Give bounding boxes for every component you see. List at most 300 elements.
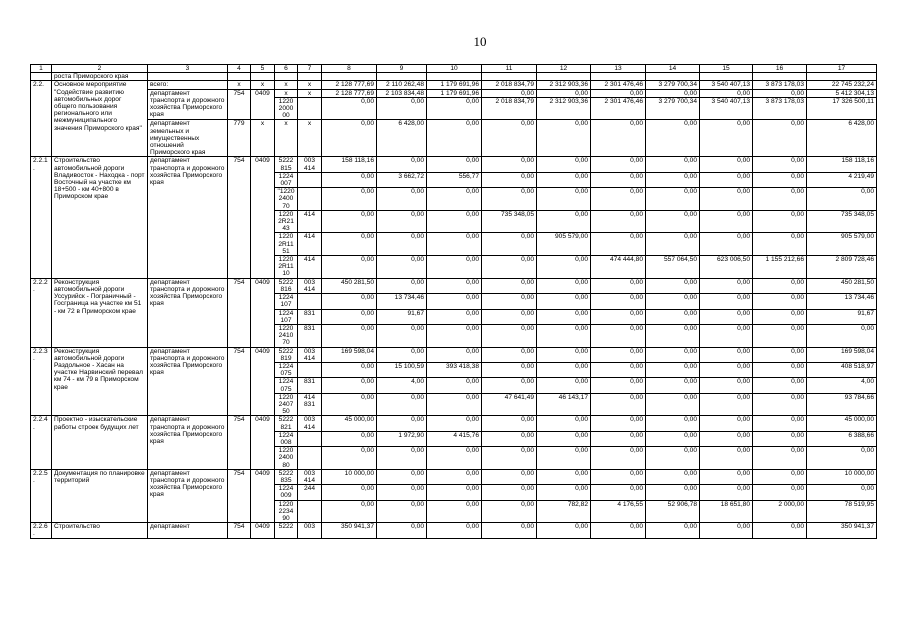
year-amount-cell: 0,00 [591, 469, 646, 484]
section-code-cell: x [251, 120, 275, 157]
year-amount-cell: 0,00 [591, 278, 646, 293]
year-amount-cell: 0,00 [537, 89, 591, 97]
year-amount-cell: 0,00 [482, 378, 537, 393]
year-amount-cell: 1 972,90 [377, 431, 427, 446]
year-amount-cell: 0,00 [377, 393, 427, 416]
year-amount-cell: 0,00 [700, 120, 753, 157]
year-amount-cell: 0,00 [753, 469, 807, 484]
year-amount-cell: 0,00 [482, 294, 537, 309]
expense-type-cell: 831 [298, 378, 322, 393]
target-article-cell: 1224 075 [275, 378, 298, 393]
year-amount-cell: 2 312 903,36 [537, 97, 591, 120]
year-amount-cell: 0,00 [537, 416, 591, 431]
total-amount-cell: 6 428,00 [807, 120, 877, 157]
target-article-cell: 1220 2234 90 [275, 500, 298, 523]
empty-cell [298, 73, 322, 81]
grbs-code-cell: 754 [228, 157, 251, 278]
grbs-code-cell: 754 [228, 416, 251, 469]
measure-name-cell: Проектно - изыскательские работы строек будущих лет [52, 416, 148, 469]
year-amount-cell: 393 418,38 [427, 362, 482, 377]
column-number-header: 3 [148, 65, 228, 73]
year-amount-cell: 0,00 [753, 172, 807, 187]
year-amount-cell: 0,00 [591, 157, 646, 172]
section-code-cell: 0409 [251, 523, 275, 538]
empty-cell [591, 73, 646, 81]
expense-type-cell: 831 [298, 324, 322, 347]
year-amount-cell: 0,00 [753, 393, 807, 416]
year-amount-cell: 0,00 [322, 309, 377, 324]
year-amount-cell: 0,00 [700, 485, 753, 500]
year-amount-cell: 0,00 [427, 485, 482, 500]
expense-type-cell: 244 [298, 485, 322, 500]
year-amount-cell: 0,00 [700, 309, 753, 324]
year-amount-cell: 3 873 178,03 [753, 97, 807, 120]
expense-type-cell [298, 431, 322, 446]
year-amount-cell: 0,00 [646, 188, 700, 211]
target-article-cell: 1224 008 [275, 431, 298, 446]
year-amount-cell: 2 103 834,48 [377, 89, 427, 97]
year-amount-cell: 0,00 [700, 324, 753, 347]
section-code-cell: 0409 [251, 469, 275, 522]
year-amount-cell: 0,00 [700, 431, 753, 446]
target-article-cell: 1224 107 [275, 294, 298, 309]
column-number-header: 13 [591, 65, 646, 73]
target-article-cell: 1220 2410 70 [275, 324, 298, 347]
year-amount-cell: 13 734,46 [377, 294, 427, 309]
total-amount-cell: 408 518,97 [807, 362, 877, 377]
year-amount-cell: 0,00 [482, 120, 537, 157]
year-amount-cell: 0,00 [322, 188, 377, 211]
year-amount-cell: 1 179 691,96 [427, 89, 482, 97]
total-amount-cell: 6 388,66 [807, 431, 877, 446]
expense-type-cell: 003 414 [298, 469, 322, 484]
year-amount-cell: 0,00 [322, 378, 377, 393]
year-amount-cell: 0,00 [537, 294, 591, 309]
year-amount-cell: 0,00 [482, 256, 537, 279]
total-amount-cell: 0,00 [807, 188, 877, 211]
year-amount-cell: 0,00 [646, 378, 700, 393]
year-amount-cell: 0,00 [377, 97, 427, 120]
year-amount-cell: 0,00 [700, 416, 753, 431]
year-amount-cell: 0,00 [700, 210, 753, 233]
year-amount-cell: 0,00 [537, 309, 591, 324]
year-amount-cell: 2 301 476,46 [591, 97, 646, 120]
expense-type-cell: 831 [298, 309, 322, 324]
year-amount-cell: 0,00 [427, 233, 482, 256]
target-article-cell: 1220 2R11 51 [275, 233, 298, 256]
year-amount-cell: 0,00 [646, 416, 700, 431]
year-amount-cell: 0,00 [646, 362, 700, 377]
year-amount-cell: 0,00 [537, 523, 591, 538]
target-article-cell: x [275, 120, 298, 157]
year-amount-cell: 2 018 834,79 [482, 81, 537, 89]
executor-cell: департамент земельных и имущественных отношений Приморского края [148, 120, 228, 157]
year-amount-cell: 3 279 700,34 [646, 81, 700, 89]
year-amount-cell: 0,00 [646, 447, 700, 470]
expense-type-cell [298, 294, 322, 309]
target-article-cell: 1220 2407 50 [275, 393, 298, 416]
page-number: 10 [473, 34, 487, 49]
year-amount-cell: 0,00 [427, 523, 482, 538]
year-amount-cell: 350 941,37 [322, 523, 377, 538]
empty-cell [537, 73, 591, 81]
total-amount-cell: 905 579,00 [807, 233, 877, 256]
year-amount-cell: 2 128 777,69 [322, 81, 377, 89]
empty-cell [148, 73, 228, 81]
year-amount-cell: 1 155 212,66 [753, 256, 807, 279]
year-amount-cell: 0,00 [482, 362, 537, 377]
year-amount-cell: 0,00 [322, 447, 377, 470]
year-amount-cell: 0,00 [377, 485, 427, 500]
year-amount-cell: 0,00 [377, 347, 427, 362]
year-amount-cell: 0,00 [646, 120, 700, 157]
year-amount-cell: 46 143,17 [537, 393, 591, 416]
column-number-header: 12 [537, 65, 591, 73]
target-article-cell: 5222 816 [275, 278, 298, 293]
year-amount-cell: 0,00 [537, 485, 591, 500]
year-amount-cell: 0,00 [700, 362, 753, 377]
year-amount-cell: 3 279 700,34 [646, 97, 700, 120]
expense-type-cell [298, 500, 322, 523]
total-amount-cell: 0,00 [807, 485, 877, 500]
year-amount-cell: 0,00 [753, 523, 807, 538]
year-amount-cell: 0,00 [377, 233, 427, 256]
target-article-cell: 5222 821 [275, 416, 298, 431]
measure-name-cell: Документация по планировке территорий [52, 469, 148, 522]
year-amount-cell: 0,00 [753, 378, 807, 393]
grbs-code-cell: 754 [228, 89, 251, 120]
year-amount-cell: 0,00 [646, 393, 700, 416]
executor-cell: департамент транспорта и дорожного хозяйства Приморского края [148, 469, 228, 522]
target-article-cell: 1220 2R11 10 [275, 256, 298, 279]
year-amount-cell: 0,00 [646, 294, 700, 309]
year-amount-cell: 47 641,49 [482, 393, 537, 416]
expense-type-cell: x [298, 120, 322, 157]
expense-type-cell [298, 447, 322, 470]
row-number-cell: 2.2.3. [31, 347, 52, 416]
year-amount-cell: 0,00 [427, 97, 482, 120]
section-code-cell: 0409 [251, 89, 275, 120]
table-row [31, 81, 877, 89]
total-amount-cell: 450 281,50 [807, 278, 877, 293]
year-amount-cell: 0,00 [377, 416, 427, 431]
total-amount-cell: 350 941,37 [807, 523, 877, 538]
year-amount-cell: 557 064,50 [646, 256, 700, 279]
year-amount-cell: 0,00 [482, 172, 537, 187]
measure-name-cell: Основное мероприятие "Содействие развитию автомобильных дорог общего пользования регионального или межмуниципального значения Приморского края" [52, 81, 148, 157]
year-amount-cell: 3 662,72 [377, 172, 427, 187]
year-amount-cell: 0,00 [537, 469, 591, 484]
year-amount-cell: 0,00 [646, 523, 700, 538]
year-amount-cell: 0,00 [537, 188, 591, 211]
year-amount-cell: 0,00 [700, 378, 753, 393]
year-amount-cell: 0,00 [482, 347, 537, 362]
budget-table [30, 64, 877, 539]
empty-cell [753, 73, 807, 81]
year-amount-cell: 0,00 [322, 256, 377, 279]
year-amount-cell: 0,00 [482, 500, 537, 523]
executor-cell: департамент транспорта и дорожного хозяйства Приморского края [148, 157, 228, 278]
empty-cell [275, 73, 298, 81]
year-amount-cell: 0,00 [322, 431, 377, 446]
measure-name-cell: Строительство [52, 523, 148, 538]
year-amount-cell: 0,00 [377, 447, 427, 470]
total-amount-cell: 91,67 [807, 309, 877, 324]
year-amount-cell: 0,00 [537, 256, 591, 279]
total-amount-cell: 45 000,00 [807, 416, 877, 431]
year-amount-cell: 0,00 [427, 157, 482, 172]
year-amount-cell: 0,00 [700, 172, 753, 187]
year-amount-cell: 0,00 [427, 447, 482, 470]
year-amount-cell: 735 348,05 [482, 210, 537, 233]
year-amount-cell: 623 006,50 [700, 256, 753, 279]
table-row [31, 73, 877, 81]
grbs-code-cell: 754 [228, 523, 251, 538]
year-amount-cell: 0,00 [482, 233, 537, 256]
year-amount-cell: 0,00 [537, 447, 591, 470]
row-number-cell [31, 73, 52, 81]
table-row [31, 416, 877, 431]
total-amount-cell: 17 326 500,11 [807, 97, 877, 120]
year-amount-cell: 0,00 [377, 469, 427, 484]
year-amount-cell: 0,00 [591, 172, 646, 187]
year-amount-cell: 3 540 407,13 [700, 97, 753, 120]
year-amount-cell: 15 100,59 [377, 362, 427, 377]
year-amount-cell: 0,00 [591, 89, 646, 97]
year-amount-cell: 4 415,76 [427, 431, 482, 446]
year-amount-cell: 0,00 [322, 120, 377, 157]
column-number-header: 17 [807, 65, 877, 73]
year-amount-cell: 0,00 [322, 294, 377, 309]
year-amount-cell: 0,00 [322, 485, 377, 500]
total-amount-cell: 4,00 [807, 378, 877, 393]
target-article-cell: 5222 819 [275, 347, 298, 362]
year-amount-cell: 1 179 691,96 [427, 81, 482, 89]
row-number-cell: 2.2.1. [31, 157, 52, 278]
year-amount-cell: 0,00 [427, 294, 482, 309]
expense-type-cell: x [298, 89, 322, 97]
year-amount-cell: 0,00 [482, 324, 537, 347]
year-amount-cell: 0,00 [482, 469, 537, 484]
year-amount-cell: 0,00 [537, 347, 591, 362]
year-amount-cell: 0,00 [753, 188, 807, 211]
year-amount-cell: 0,00 [700, 294, 753, 309]
year-amount-cell: 0,00 [700, 278, 753, 293]
year-amount-cell: 0,00 [646, 172, 700, 187]
year-amount-cell: 0,00 [591, 393, 646, 416]
year-amount-cell: 0,00 [753, 210, 807, 233]
year-amount-cell: 0,00 [537, 431, 591, 446]
expense-type-cell: 003 414 [298, 416, 322, 431]
year-amount-cell: 0,00 [646, 309, 700, 324]
target-article-cell: 1224 107 [275, 309, 298, 324]
table-row [31, 523, 877, 538]
target-article-cell: "1220 2400 70 [275, 188, 298, 211]
year-amount-cell: 0,00 [482, 447, 537, 470]
year-amount-cell: 2 110 262,48 [377, 81, 427, 89]
year-amount-cell: 0,00 [591, 324, 646, 347]
total-amount-cell: 93 784,66 [807, 393, 877, 416]
year-amount-cell: 0,00 [377, 500, 427, 523]
year-amount-cell: 10 000,00 [322, 469, 377, 484]
grbs-code-cell: 779 [228, 120, 251, 157]
total-amount-cell: 10 000,00 [807, 469, 877, 484]
year-amount-cell: 0,00 [700, 157, 753, 172]
year-amount-cell: 0,00 [753, 120, 807, 157]
total-amount-cell: 158 118,16 [807, 157, 877, 172]
grbs-code-cell: 754 [228, 469, 251, 522]
year-amount-cell: 0,00 [322, 97, 377, 120]
year-amount-cell: 2 018 834,79 [482, 97, 537, 120]
empty-cell [377, 73, 427, 81]
year-amount-cell: 0,00 [591, 309, 646, 324]
target-article-cell: 5222 815 [275, 157, 298, 172]
section-code-cell: 0409 [251, 416, 275, 469]
column-number-header: 4 [228, 65, 251, 73]
expense-type-cell [298, 172, 322, 187]
empty-cell [482, 73, 537, 81]
section-code-cell: 0409 [251, 347, 275, 416]
grbs-code-cell: 754 [228, 347, 251, 416]
column-number-header: 6 [275, 65, 298, 73]
year-amount-cell: 0,00 [427, 210, 482, 233]
year-amount-cell: 0,00 [482, 278, 537, 293]
year-amount-cell: 18 651,80 [700, 500, 753, 523]
year-amount-cell: 169 598,04 [322, 347, 377, 362]
year-amount-cell: 0,00 [700, 233, 753, 256]
year-amount-cell: 0,00 [591, 431, 646, 446]
target-article-cell: 1220 2000 00 [275, 97, 298, 120]
year-amount-cell: 0,00 [427, 416, 482, 431]
section-code-cell: 0409 [251, 157, 275, 278]
year-amount-cell: 0,00 [700, 393, 753, 416]
target-article-cell: x [275, 89, 298, 97]
empty-cell [427, 73, 482, 81]
year-amount-cell: 0,00 [700, 523, 753, 538]
table-row [31, 120, 877, 157]
row-number-cell: 2.2.4. [31, 416, 52, 469]
year-amount-cell: 2 128 777,69 [322, 89, 377, 97]
year-amount-cell: 0,00 [427, 500, 482, 523]
year-amount-cell: 0,00 [482, 523, 537, 538]
executor-cell: департамент транспорта и дорожного хозяйства Приморского края [148, 278, 228, 347]
year-amount-cell: 2 301 476,46 [591, 81, 646, 89]
column-number-header: 8 [322, 65, 377, 73]
year-amount-cell: 0,00 [427, 278, 482, 293]
measure-name-cell: Реконструкция автомобильной дороги Уссурийск - Пограничный - Госграница на участке км 51 - км 72 в Приморском крае [52, 278, 148, 347]
year-amount-cell: 0,00 [427, 393, 482, 416]
year-amount-cell: 0,00 [427, 309, 482, 324]
year-amount-cell: 0,00 [591, 416, 646, 431]
year-amount-cell: 45 000,00 [322, 416, 377, 431]
year-amount-cell: 0,00 [753, 309, 807, 324]
expense-type-cell: 414 [298, 210, 322, 233]
row-number-cell: 2.2.2. [31, 278, 52, 347]
year-amount-cell: 0,00 [427, 469, 482, 484]
section-code-cell: x [251, 81, 275, 89]
measure-name-cell: Реконструкция автомобильной дороги Раздольное - Хасан на участке Нарвинский перевал км 74 - км 79 в Приморском крае [52, 347, 148, 416]
executor-cell: департамент [148, 523, 228, 538]
empty-cell [807, 73, 877, 81]
year-amount-cell: 0,00 [322, 233, 377, 256]
total-amount-cell: 0,00 [807, 324, 877, 347]
measure-name-cell: роста Приморского края [52, 73, 148, 81]
table-row [31, 89, 877, 97]
column-number-header: 14 [646, 65, 700, 73]
year-amount-cell: 91,67 [377, 309, 427, 324]
column-number-header: 2 [52, 65, 148, 73]
executor-cell: департамент транспорта и дорожного хозяйства Приморского края [148, 347, 228, 416]
year-amount-cell: 0,00 [646, 431, 700, 446]
column-number-header: 15 [700, 65, 753, 73]
target-article-cell: 1224 009 [275, 485, 298, 500]
empty-cell [646, 73, 700, 81]
expense-type-cell: 003 [298, 523, 322, 538]
expense-type-cell: 414 831 [298, 393, 322, 416]
year-amount-cell: 0,00 [591, 210, 646, 233]
year-amount-cell: 3 540 407,13 [700, 81, 753, 89]
year-amount-cell: 0,00 [482, 89, 537, 97]
expense-type-cell [298, 97, 322, 120]
year-amount-cell: 52 906,78 [646, 500, 700, 523]
expense-type-cell: 003 414 [298, 347, 322, 362]
empty-cell [251, 73, 275, 81]
year-amount-cell: 158 118,16 [322, 157, 377, 172]
year-amount-cell: 0,00 [753, 447, 807, 470]
expense-type-cell: x [298, 81, 322, 89]
total-amount-cell: 0,00 [807, 447, 877, 470]
year-amount-cell: 0,00 [591, 120, 646, 157]
year-amount-cell: 0,00 [537, 120, 591, 157]
year-amount-cell: 0,00 [591, 347, 646, 362]
year-amount-cell: 0,00 [591, 188, 646, 211]
table-row [31, 347, 877, 362]
year-amount-cell: 0,00 [753, 233, 807, 256]
year-amount-cell: 0,00 [646, 347, 700, 362]
total-amount-cell: 169 598,04 [807, 347, 877, 362]
year-amount-cell: 0,00 [537, 172, 591, 187]
year-amount-cell: 0,00 [700, 469, 753, 484]
year-amount-cell: 0,00 [377, 256, 427, 279]
year-amount-cell: 0,00 [753, 485, 807, 500]
year-amount-cell: 0,00 [482, 157, 537, 172]
year-amount-cell: 0,00 [591, 294, 646, 309]
year-amount-cell: 0,00 [753, 431, 807, 446]
year-amount-cell: 2 312 903,36 [537, 81, 591, 89]
year-amount-cell: 0,00 [753, 416, 807, 431]
year-amount-cell: 0,00 [591, 523, 646, 538]
empty-cell [700, 73, 753, 81]
year-amount-cell: 0,00 [646, 233, 700, 256]
year-amount-cell: 556,77 [427, 172, 482, 187]
column-number-header: 9 [377, 65, 427, 73]
year-amount-cell: 0,00 [482, 485, 537, 500]
table-row [31, 469, 877, 484]
year-amount-cell: 0,00 [700, 447, 753, 470]
year-amount-cell: 0,00 [537, 378, 591, 393]
year-amount-cell: 0,00 [646, 157, 700, 172]
year-amount-cell: 0,00 [322, 362, 377, 377]
column-number-header: 7 [298, 65, 322, 73]
expense-type-cell: 003 414 [298, 157, 322, 172]
year-amount-cell: 0,00 [427, 347, 482, 362]
year-amount-cell: 0,00 [753, 324, 807, 347]
row-number-cell: 2.2. [31, 81, 52, 157]
year-amount-cell: 0,00 [427, 324, 482, 347]
executor-cell: всего: [148, 81, 228, 89]
year-amount-cell: 0,00 [591, 485, 646, 500]
grbs-code-cell: 754 [228, 278, 251, 347]
